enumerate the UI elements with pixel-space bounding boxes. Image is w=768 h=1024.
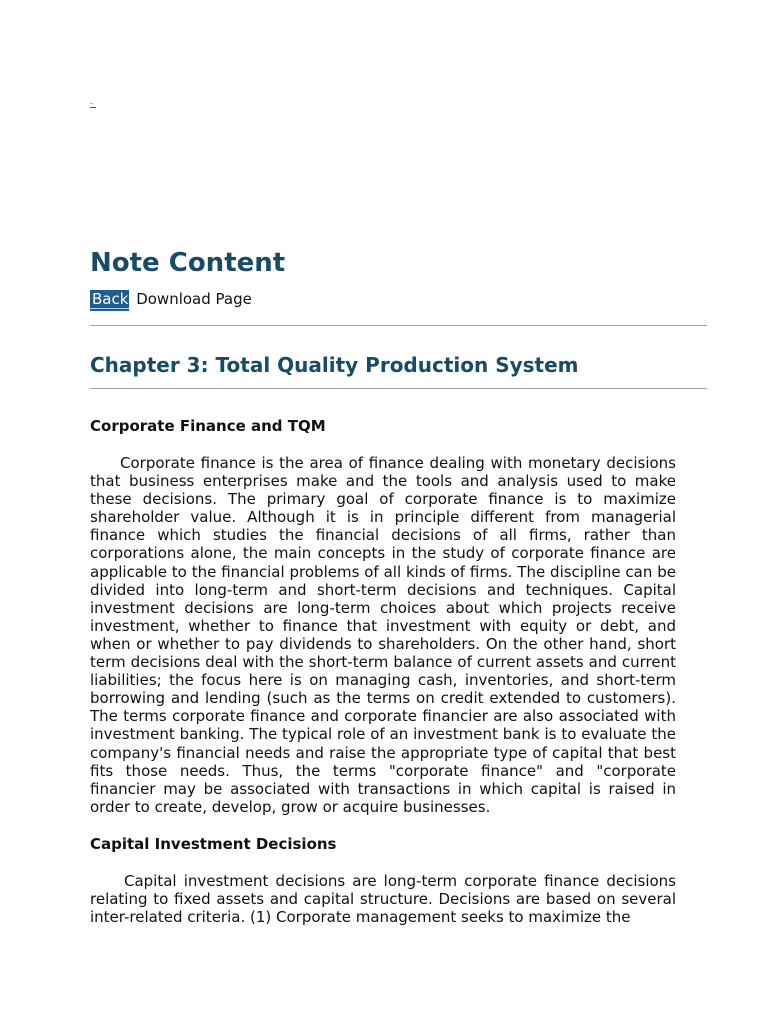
back-button[interactable]: Back — [90, 290, 129, 311]
paragraph-text: Capital investment decisions are long-term corporate finance decisions relating to fixed assets and capital structure. Decisions are based on several inter-related criteria. (1) Corporate management seeks to maximize the — [90, 871, 676, 927]
section-heading-capital-investment: Capital Investment Decisions — [90, 834, 337, 853]
top-divider — [90, 325, 707, 326]
top-link[interactable]: _ — [90, 97, 96, 108]
page-title: Note Content — [90, 248, 286, 278]
chapter-title: Chapter 3: Total Quality Production System — [90, 353, 579, 377]
download-page-text: Download Page — [136, 290, 252, 308]
chapter-divider — [90, 388, 707, 389]
note-content — [90, 246, 707, 926]
section-heading-corporate-finance: Corporate Finance and TQM — [90, 417, 326, 435]
section-paragraph-capital-investment — [90, 872, 676, 926]
page-actions — [90, 289, 707, 309]
section-paragraph-corporate-finance — [90, 454, 676, 816]
paragraph-text: Corporate finance is the area of finance dealing with monetary decisions that business enterprises make and the tools and analysis used to make these decisions. The primary goal of corporate finance is to maximize shareholder value. Although it is in principle different from managerial finance which studies the financial decisions of all firms, rather than corporations alone, the main concepts in the study of corporate finance are applicable to the financial problems of all kinds of firms. The discipline can be divided into long-term and short-term decisions and techniques. Capital investment decisions are long-term choices about which projects receive investment, whether to finance that investment with equity or debt, and when or whether to pay dividends to shareholders. On the other hand, short term decisions deal with the short-term balance of current assets and current liabilities; the focus here is on managing cash, inventories, and short-term borrowing and lending (such as the terms on credit extended to customers). The terms corporate finance and corporate financier are also associated with investment banking. The typical role of an investment bank is to evaluate the company's financial needs and raise the appropriate type of capital that best fits those needs. Thus, the terms "corporate finance" and "corporate financier may be associated with transactions in which capital is raised in order to create, develop, grow or acquire businesses. — [90, 454, 676, 816]
